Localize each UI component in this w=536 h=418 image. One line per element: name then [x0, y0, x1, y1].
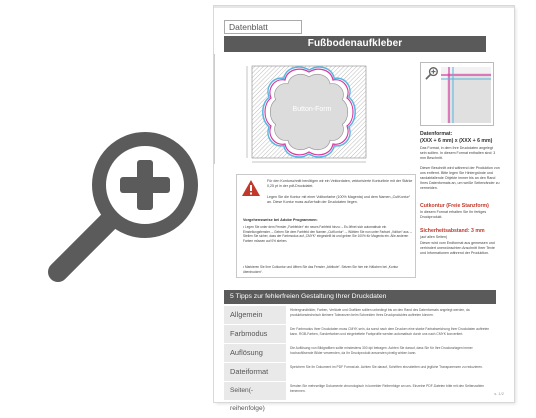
button-form-label: Button-Form [292, 106, 332, 113]
zoom-in-icon-small [425, 66, 439, 80]
tip-text: Senden Sie mehrseitige Dokumente chronologisch in korrekter Reihenfolge an uns. Einzelne PDF-Dateien bitte mit den Seitenzahlen benennen. [290, 384, 485, 393]
datasheet-page [214, 6, 514, 412]
notice-text-2: Legen Sie die Kontur mit einer Volltonfarbe (100% Magenta) und dem Namen „CutKontur“ an. Diese Kontur muss außerhalb der Druckdaten liegen. [267, 195, 411, 204]
zoom-in-icon[interactable] [40, 120, 210, 290]
tip-text: Speichern Sie Ihr Dokument im PDF Format ab. Achten Sie darauf, Schriften einzubetten und jegliche Transparenzen zu reduzieren. [290, 365, 483, 369]
page-edge [214, 6, 514, 8]
tip-row [224, 382, 496, 412]
tip-text: Der Farbmodus Ihrer Druckdaten muss CMYK sein, da sonst nach dem Drucken eine starke Farbabweichung Ihrer Druckdaten auftreten kann. RGB-Farben, Sonderfarben und eingebettete Farbprofile werden automatisch durch uns nach CMYK konvertiert. [290, 327, 490, 336]
tips-header: 5 Tipps zur fehlerfreien Gestaltung Ihrer Druckdaten [224, 290, 496, 304]
procedure-heading: Vorgehensweise bei Adobe Programmen: [243, 218, 318, 222]
tip-row [224, 306, 496, 324]
tip-label: Farbmodus [224, 325, 286, 343]
cut-contour-notice [236, 174, 416, 278]
tip-row [224, 325, 496, 343]
tip-label: Allgemein [224, 306, 286, 324]
warning-icon [241, 179, 261, 197]
tip-text: Die Auflösung von Bildgrafiken sollte mindestens 300 dpi betragen. Achten Sie darauf, dass Sie für Ihre Druckvorlagen immer hochauflösende Bilder verwenden, da Ihr Druckprodukt ansonsten pixelig wirken kann. [290, 346, 473, 355]
bleed-text: Dieser Beschnitt wird während der Produktion von uns entfernt. Bitte legen Sie Hintergründe und randabfallende Objekte immer bis an den Rand Ihres Datenformats an, um weiße Seitenränder zu vermeiden. [420, 166, 500, 190]
safety-margin-sub: (auf allen Seiten) [420, 235, 448, 239]
format-dimensions: (XXX + 6 mm) x (XXX + 6 mm) [420, 138, 493, 144]
fold-mark [214, 54, 217, 164]
format-text: Das Format, in dem Ihre Druckdaten angelegt sein sollten. In diesem Format enthalten sind: 3 mm Beschnitt. [420, 146, 496, 160]
safety-margin-text: Dieser wird vom Endformat aus gemessen und verhindert unerwünschten Anschnitt Ihrer Texte und Informationen während der Produktion. [420, 241, 495, 255]
safety-margin-heading: Sicherheitsabstand: 3 mm [420, 228, 485, 234]
cut-contour-text: In diesem Format erhalten Sie Ihr fertiges Druckprodukt. [420, 210, 487, 219]
cut-contour-heading: Cutkontur (Freie Stanzform) [420, 203, 489, 209]
notice-text-1: Für den Konturschnitt benötigen wir ein Vektordaten, vektorisierte Konturlinie mit der Stärke 0,25 pt in der pdf-Druckdatei. [267, 179, 413, 188]
tip-label: Auflösung [224, 344, 286, 362]
page-title: Fußbodenaufkleber [224, 36, 486, 52]
procedure-steps: • Legen Sie unter dem Fenster „Farbfelder“ ein neues Farbfeld hinzu: – Es öffnet sich automatisch ein Einstellungsfenster. – Geben Sie dem Farbfeld den Namen „CutKontur“. – Wählen Sie nun unter Farbart „Vollton“ aus. – Stellen Sie sicher, dass der Farbmodus auf „CMYK“ eingestellt ist und geben Sie 100% für Magenta ein. Alle anderen Farben müssen auf 0% stehen. [243, 225, 413, 243]
format-heading: Datenformat: [420, 131, 453, 137]
tip-row [224, 363, 496, 381]
procedure-final-step: • Markieren Sie Ihre Cutkontur und öffnen Sie das Fenster „Attribute“. Setzen Sie hier ein Häkchen bei „Kontur überdrucken“. [243, 265, 399, 274]
page-number: s. 1/2 [494, 391, 504, 396]
corner-detail-graphic [441, 67, 491, 123]
tip-row [224, 344, 496, 362]
cut-shape-diagram [242, 62, 378, 166]
tip-text: Hintergrundbilder, Farben, Verläufe und Grafiken sollten unbedingt bis an den Rand des Datenformats angelegt werden, da produktionstechnisch kleinere Toleranzen beim Schneiden Ihres Druckproduktes auftreten können. [290, 308, 470, 317]
detail-thumbnail [420, 62, 494, 126]
tip-label: Seiten(-reihenfolge) [224, 382, 286, 400]
tip-label: Dateiformat [224, 363, 286, 381]
datasheet-label: Datenblatt [224, 20, 302, 34]
